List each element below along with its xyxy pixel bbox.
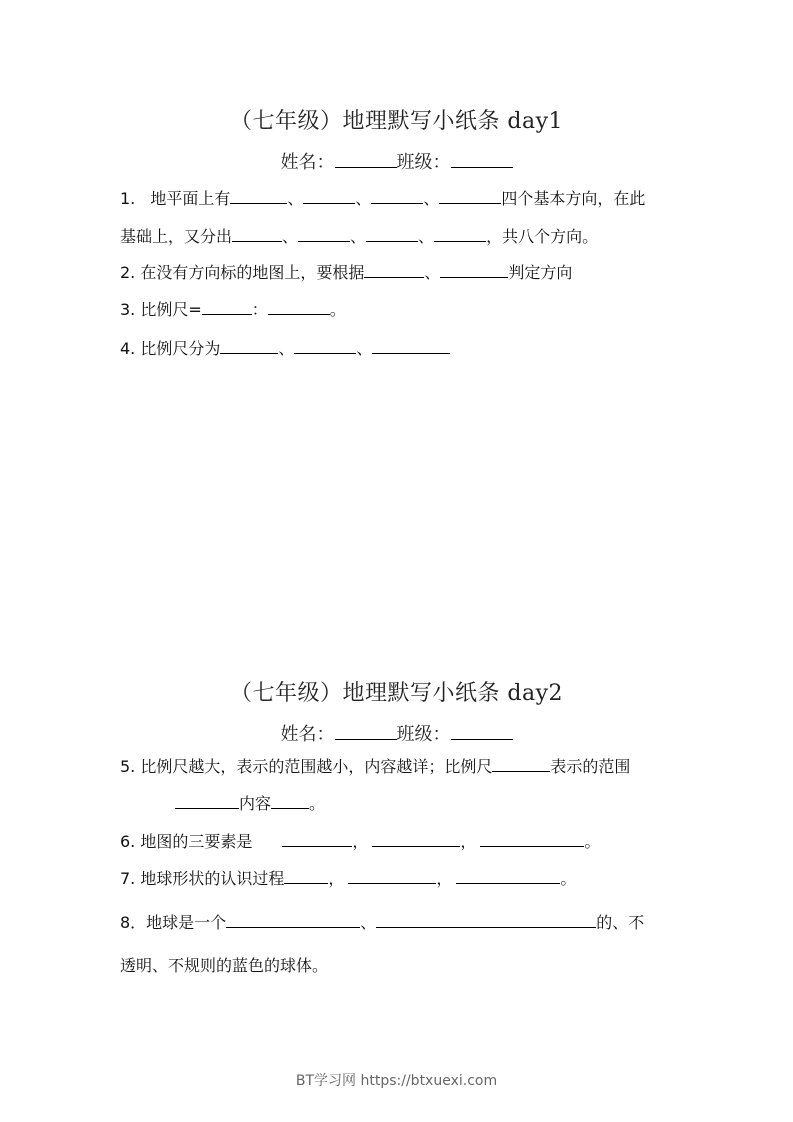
period: 。 (584, 832, 601, 851)
answer-blank[interactable] (226, 912, 360, 928)
answer-blank[interactable] (376, 912, 596, 928)
answer-blank[interactable] (348, 868, 436, 884)
question-text: 的、不 (596, 913, 645, 932)
answer-blank[interactable] (372, 338, 450, 354)
answer-blank[interactable] (282, 831, 352, 847)
question-3 (120, 299, 346, 320)
separator: 、 (282, 227, 299, 246)
comma: ， (328, 869, 345, 888)
name-field[interactable] (335, 152, 397, 168)
answer-blank[interactable] (480, 831, 584, 847)
separator: 、 (356, 339, 373, 358)
answer-blank[interactable] (220, 338, 278, 354)
question-text: 4. 比例尺分为 (120, 339, 221, 358)
question-1-line2 (120, 226, 598, 247)
question-text: 6. 地图的三要素是 (120, 832, 253, 851)
answer-blank[interactable] (294, 338, 356, 354)
period: 。 (560, 869, 577, 888)
answer-blank[interactable] (440, 262, 508, 278)
separator: 、 (278, 339, 295, 358)
question-text: 透明、不规则的蓝色的球体。 (120, 956, 329, 975)
answer-blank[interactable] (268, 299, 330, 315)
question-text: 基础上，又分出 (120, 227, 233, 246)
question-text: 四个基本方向，在此 (501, 189, 646, 208)
answer-blank[interactable] (284, 868, 328, 884)
separator: 、 (360, 913, 377, 932)
question-text: 地平面上有 (150, 189, 231, 208)
question-text: 7. 地球形状的认识过程 (120, 869, 285, 888)
question-8-line1 (120, 912, 644, 933)
question-2 (120, 262, 572, 283)
question-8-line2 (120, 956, 328, 976)
separator: 、 (287, 189, 304, 208)
answer-blank[interactable] (364, 262, 424, 278)
question-5-line1 (120, 756, 630, 777)
question-text: 内容 (239, 794, 272, 813)
answer-blank[interactable] (232, 226, 282, 242)
question-text: 3. 比例尺= (120, 300, 202, 319)
answer-blank[interactable] (456, 868, 560, 884)
student-info-day1 (0, 148, 793, 174)
answer-blank[interactable] (372, 831, 460, 847)
question-text: 5. 比例尺越大，表示的范围越小，内容越详；比例尺 (120, 757, 493, 776)
class-field[interactable] (451, 152, 513, 168)
separator: 、 (355, 189, 372, 208)
class-label: 班级： (396, 724, 451, 745)
answer-blank[interactable] (439, 188, 501, 204)
separator: 、 (418, 227, 435, 246)
comma: ， (352, 832, 369, 851)
name-field[interactable] (335, 724, 397, 740)
question-number: 1. (120, 189, 136, 208)
class-label: 班级： (396, 152, 451, 173)
question-text: 表示的范围 (550, 757, 631, 776)
separator: 、 (424, 263, 441, 282)
comma: ， (460, 832, 477, 851)
question-text: ，共八个方向。 (486, 227, 599, 246)
comma: ， (436, 869, 453, 888)
question-6 (120, 831, 600, 852)
class-field[interactable] (451, 724, 513, 740)
question-text: 8．地球是一个 (120, 913, 227, 932)
student-info-day2 (0, 720, 793, 746)
name-label: 姓名： (280, 152, 335, 173)
question-4 (120, 338, 450, 359)
question-text: 判定方向 (508, 263, 573, 282)
footer-watermark: BT学习网 https://btxuexi.com (295, 1073, 498, 1089)
answer-blank[interactable] (175, 793, 239, 809)
question-1-line1 (120, 188, 645, 209)
answer-blank[interactable] (298, 226, 350, 242)
answer-blank[interactable] (434, 226, 486, 242)
question-7 (120, 868, 576, 889)
colon: ： (251, 300, 268, 319)
answer-blank[interactable] (371, 188, 423, 204)
answer-blank[interactable] (303, 188, 355, 204)
question-text: 2. 在没有方向标的地图上，要根据 (120, 263, 365, 282)
answer-blank[interactable] (230, 188, 287, 204)
answer-blank[interactable] (202, 299, 252, 315)
page-title-day1: （七年级）地理默写小纸条 day1 (229, 109, 564, 134)
answer-blank[interactable] (366, 226, 418, 242)
separator: 、 (350, 227, 367, 246)
period: 。 (309, 794, 326, 813)
answer-blank[interactable] (492, 756, 550, 772)
page-title-day2: （七年级）地理默写小纸条 day2 (229, 681, 564, 706)
name-label: 姓名： (280, 724, 335, 745)
separator: 、 (423, 189, 440, 208)
question-5-line2 (175, 793, 325, 814)
answer-blank[interactable] (271, 793, 309, 809)
period: 。 (329, 300, 346, 319)
